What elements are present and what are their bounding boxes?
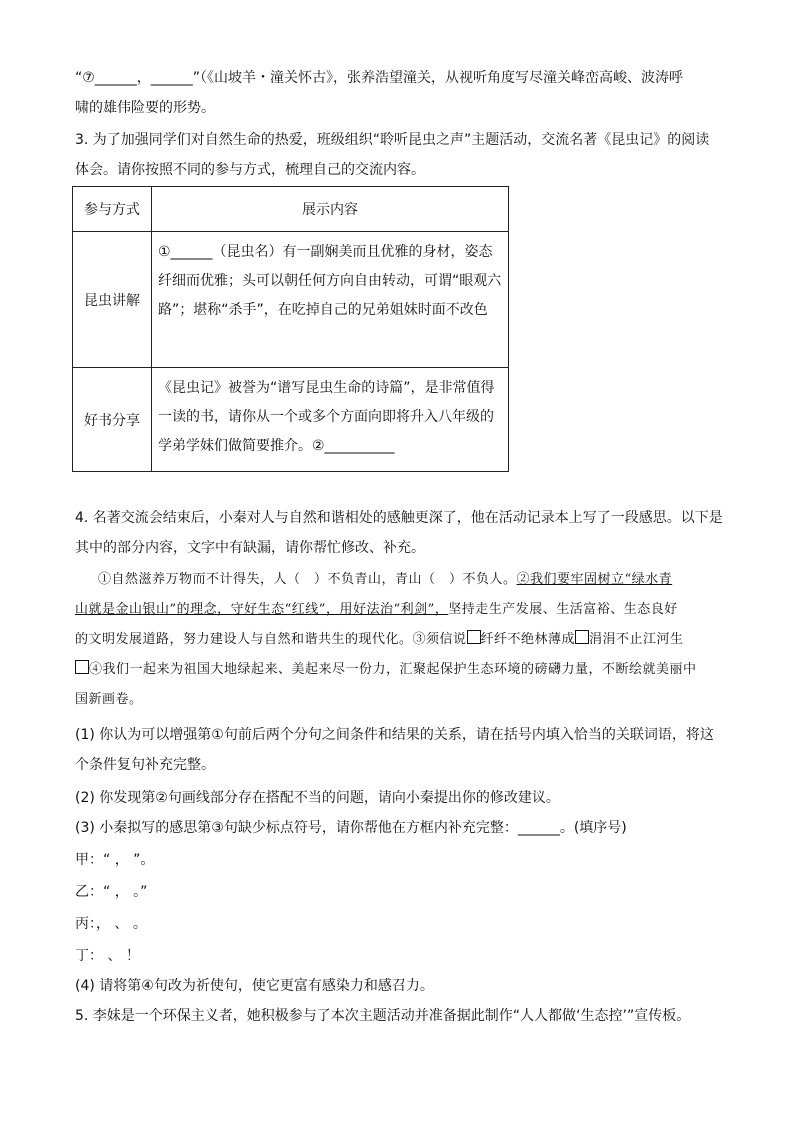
option-a: 甲：“ ， ”。 xyxy=(75,852,155,868)
passage-underlined: 山就是金山银山”的理念，守好生态“红线”，用好法治“利剑”， xyxy=(75,602,449,617)
text-line: 其中的部分内容，文字中有缺漏，请你帮忙修改、补充。 xyxy=(75,540,425,556)
table-header-row xyxy=(73,187,509,232)
passage-text: 坚持走生产发展、生活富裕、生态良好 xyxy=(448,602,678,617)
exchange-table xyxy=(72,186,509,472)
text-line: 啸的雄伟险要的形势。 xyxy=(75,100,215,116)
option-c: 丙：， 、 。 xyxy=(75,916,147,932)
sub-question-1: (1) 你认为可以增强第①句前后两个分句之间条件和结果的关系，请在括号内填入恰当的关联词语，将这 xyxy=(75,727,714,743)
row-content: ①______（昆虫名）有一副娴美而且优雅的身材，姿态纤细而优雅；头可以朝任何方向自由转动，可谓“眼观六路”；堪称“杀手”，在吃掉自己的兄弟姐妹时面不改色 xyxy=(152,232,509,368)
table-row xyxy=(73,368,509,472)
text-line: 个条件复句补充完整。 xyxy=(75,757,215,773)
passage-line: 国新画卷。 xyxy=(75,692,143,707)
table-header-cell: 展示内容 xyxy=(152,187,509,232)
row-label: 好书分享 xyxy=(73,368,152,472)
text-line: “⑦______，______”（《山坡羊・潼关怀古》，张养浩望潼关，从视听角度写尽潼关峰峦高峻、波涛呼 xyxy=(75,70,684,86)
question-5: 5. 李妹是一个环保主义者，她积极参与了本次主题活动并准备据此制作“人人都做‘生态控’”宣传板。 xyxy=(75,1008,691,1024)
option-b: 乙：“ ， 。” xyxy=(75,884,148,900)
passage-text: 涓涓不止江河生 xyxy=(589,632,684,647)
table-header-cell: 参与方式 xyxy=(73,187,152,232)
blank-box[interactable] xyxy=(467,630,481,644)
row-content: 《昆虫记》被誉为“谱写昆虫生命的诗篇”，是非常值得一读的书，请你从一个或多个方面向即将升入八年级的学弟学妹们做简要推介。②__________ xyxy=(152,368,509,472)
blank-box[interactable] xyxy=(575,630,589,644)
passage-sentence-1: ①自然滋养万物而不计得失，人（ ）不负青山，青山（ ）不负人。 xyxy=(98,572,517,587)
passage-line xyxy=(75,660,697,680)
question-4: 4. 名著交流会结束后，小秦对人与自然和谐相处的感触更深了，他在活动记录本上写了一段感思。以下是 xyxy=(75,510,723,526)
row-label: 昆虫讲解 xyxy=(73,232,152,368)
text-line: 体会。请你按照不同的参与方式，梳理自己的交流内容。 xyxy=(75,162,425,178)
option-d: 丁： 、 ！ xyxy=(75,948,140,964)
table-row xyxy=(73,232,509,368)
passage-text: 纤纤不绝林薄成 xyxy=(480,632,576,647)
sub-question-4: (4) 请将第④句改为祈使句，使它更富有感染力和感召力。 xyxy=(75,978,434,994)
passage-line xyxy=(98,570,672,590)
blank-box[interactable] xyxy=(75,660,89,674)
passage-text: 的文明发展道路，努力建设人与自然和谐共生的现代化。③须信说 xyxy=(75,632,467,647)
passage-line xyxy=(75,600,678,620)
sub-question-3: (3) 小秦拟写的感思第③句缺少标点符号，请你帮他在方框内补充完整：______。(填序号) xyxy=(75,820,627,836)
passage-text: ④我们一起来为祖国大地绿起来、美起来尽一份力，汇聚起保护生态环境的磅礴力量，不断绘就美丽中 xyxy=(89,662,697,677)
sub-question-2: (2) 你发现第②句画线部分存在搭配不当的问题，请向小秦提出你的修改建议。 xyxy=(75,790,560,806)
question-3: 3. 为了加强同学们对自然生命的热爱，班级组织“聆听昆虫之声”主题活动，交流名著《昆虫记》的阅读 xyxy=(75,132,710,148)
passage-line xyxy=(75,630,684,650)
passage-sentence-2: ②我们要牢固树立“绿水青 xyxy=(516,572,673,587)
